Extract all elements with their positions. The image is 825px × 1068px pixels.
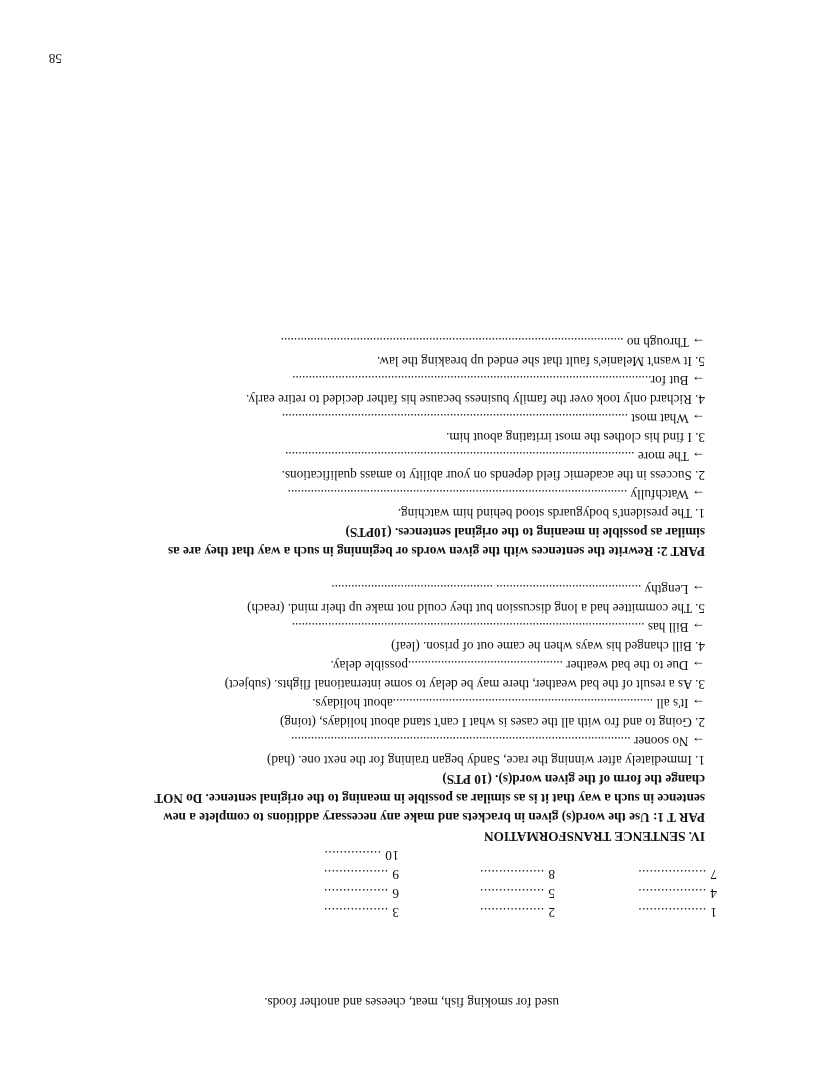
answer-slot-7[interactable]: 7 .................. (637, 867, 717, 882)
part1-instructions-line: PAR T 1: Use the word(s) given in brackets and make any necessary additions to complete a new (163, 810, 705, 825)
answer-slot-5[interactable]: 5 ................. (479, 886, 555, 901)
answer-slot-3[interactable]: 3 ................. (323, 905, 399, 920)
part2-question-4: 4. Richard only took over the family business because his father decided to retire early. (245, 392, 705, 407)
answer-slot-4[interactable]: 4 .................. (637, 886, 717, 901)
part2-answer-2[interactable]: → The more .......................................................................................................... (285, 449, 705, 464)
part1-question-1: 1. Immediately after winning the race, Sandy began training for the next one. (had) (267, 753, 705, 768)
part2-question-5: 5. It wasn't Melanie's fault that she ended up breaking the law. (377, 354, 705, 369)
part1-answer-3[interactable]: → Due to the bad weather ...............................................possible delay. (330, 658, 705, 673)
part2-question-3: 3. I find his clothes the most irritating about him. (446, 430, 705, 445)
part1-instructions-line: change the form of the given word(s). (10 PTS) (442, 772, 705, 787)
part2-instructions-line: PART 2: Rewrite the sentences with the given words or beginning in such a way that they are as (167, 544, 705, 559)
page-number: 58 (48, 51, 62, 66)
section-title: IV. SENTENCE TRANSFORMATION (484, 829, 705, 844)
part1-instructions-line: sentence in such a way that it is as similar as possible in meaning to the original sentence. Do NOT (154, 791, 705, 806)
part2-answer-3[interactable]: → What most ......................................................................................................... (281, 411, 705, 426)
answer-slot-2[interactable]: 2 ................. (479, 905, 555, 920)
part2-question-1: 1. The president's bodyguards stood behind him watching. (397, 506, 705, 521)
answer-slot-1[interactable]: 1 .................. (637, 905, 717, 920)
part2-instructions-line: similar as possible in meaning to the original sentences. (10PTS) (345, 525, 705, 540)
part1-question-2: 2. Going to and fro with all the cases is what I can't stand about holidays, (toing) (279, 715, 705, 730)
answer-slot-9[interactable]: 9 ................. (323, 867, 399, 882)
part1-question-4: 4. Bill changed his ways when he came out of prison. (leaf) (391, 639, 705, 654)
part1-answer-5[interactable]: → Lengthy ............................................ ................................................. (331, 582, 705, 597)
answer-slot-6[interactable]: 6 ................. (323, 886, 399, 901)
part2-answer-4[interactable]: → But for............................................................................................................. (292, 373, 705, 388)
answer-slot-8[interactable]: 8 ................. (479, 867, 555, 882)
part2-question-2: 2. Success in the academic field depends on your ability to amass qualifications. (281, 468, 705, 483)
intro-line: used for smoking fish, meat, cheeses and another foods. (264, 995, 559, 1010)
part1-answer-2[interactable]: → It's all ...............................................................................about holidays. (312, 696, 705, 711)
part1-answer-1[interactable]: → No sooner ....................................................................................................... (291, 734, 705, 749)
part1-question-3: 3. As a result of the bad weather, there may be delay to some international flights. (subject) (224, 677, 705, 692)
part2-answer-5[interactable]: → Through no ........................................................................................................ (280, 335, 705, 350)
part1-answer-4[interactable]: → Bill has ........................................................................................................... (291, 620, 705, 635)
part1-question-5: 5. The committee had a long discussion but they could not make up their mind. (reach) (247, 601, 705, 616)
part2-answer-1[interactable]: → Watchfully ....................................................................................................... (287, 487, 705, 502)
answer-slot-10[interactable]: 10 ............... (324, 848, 399, 863)
